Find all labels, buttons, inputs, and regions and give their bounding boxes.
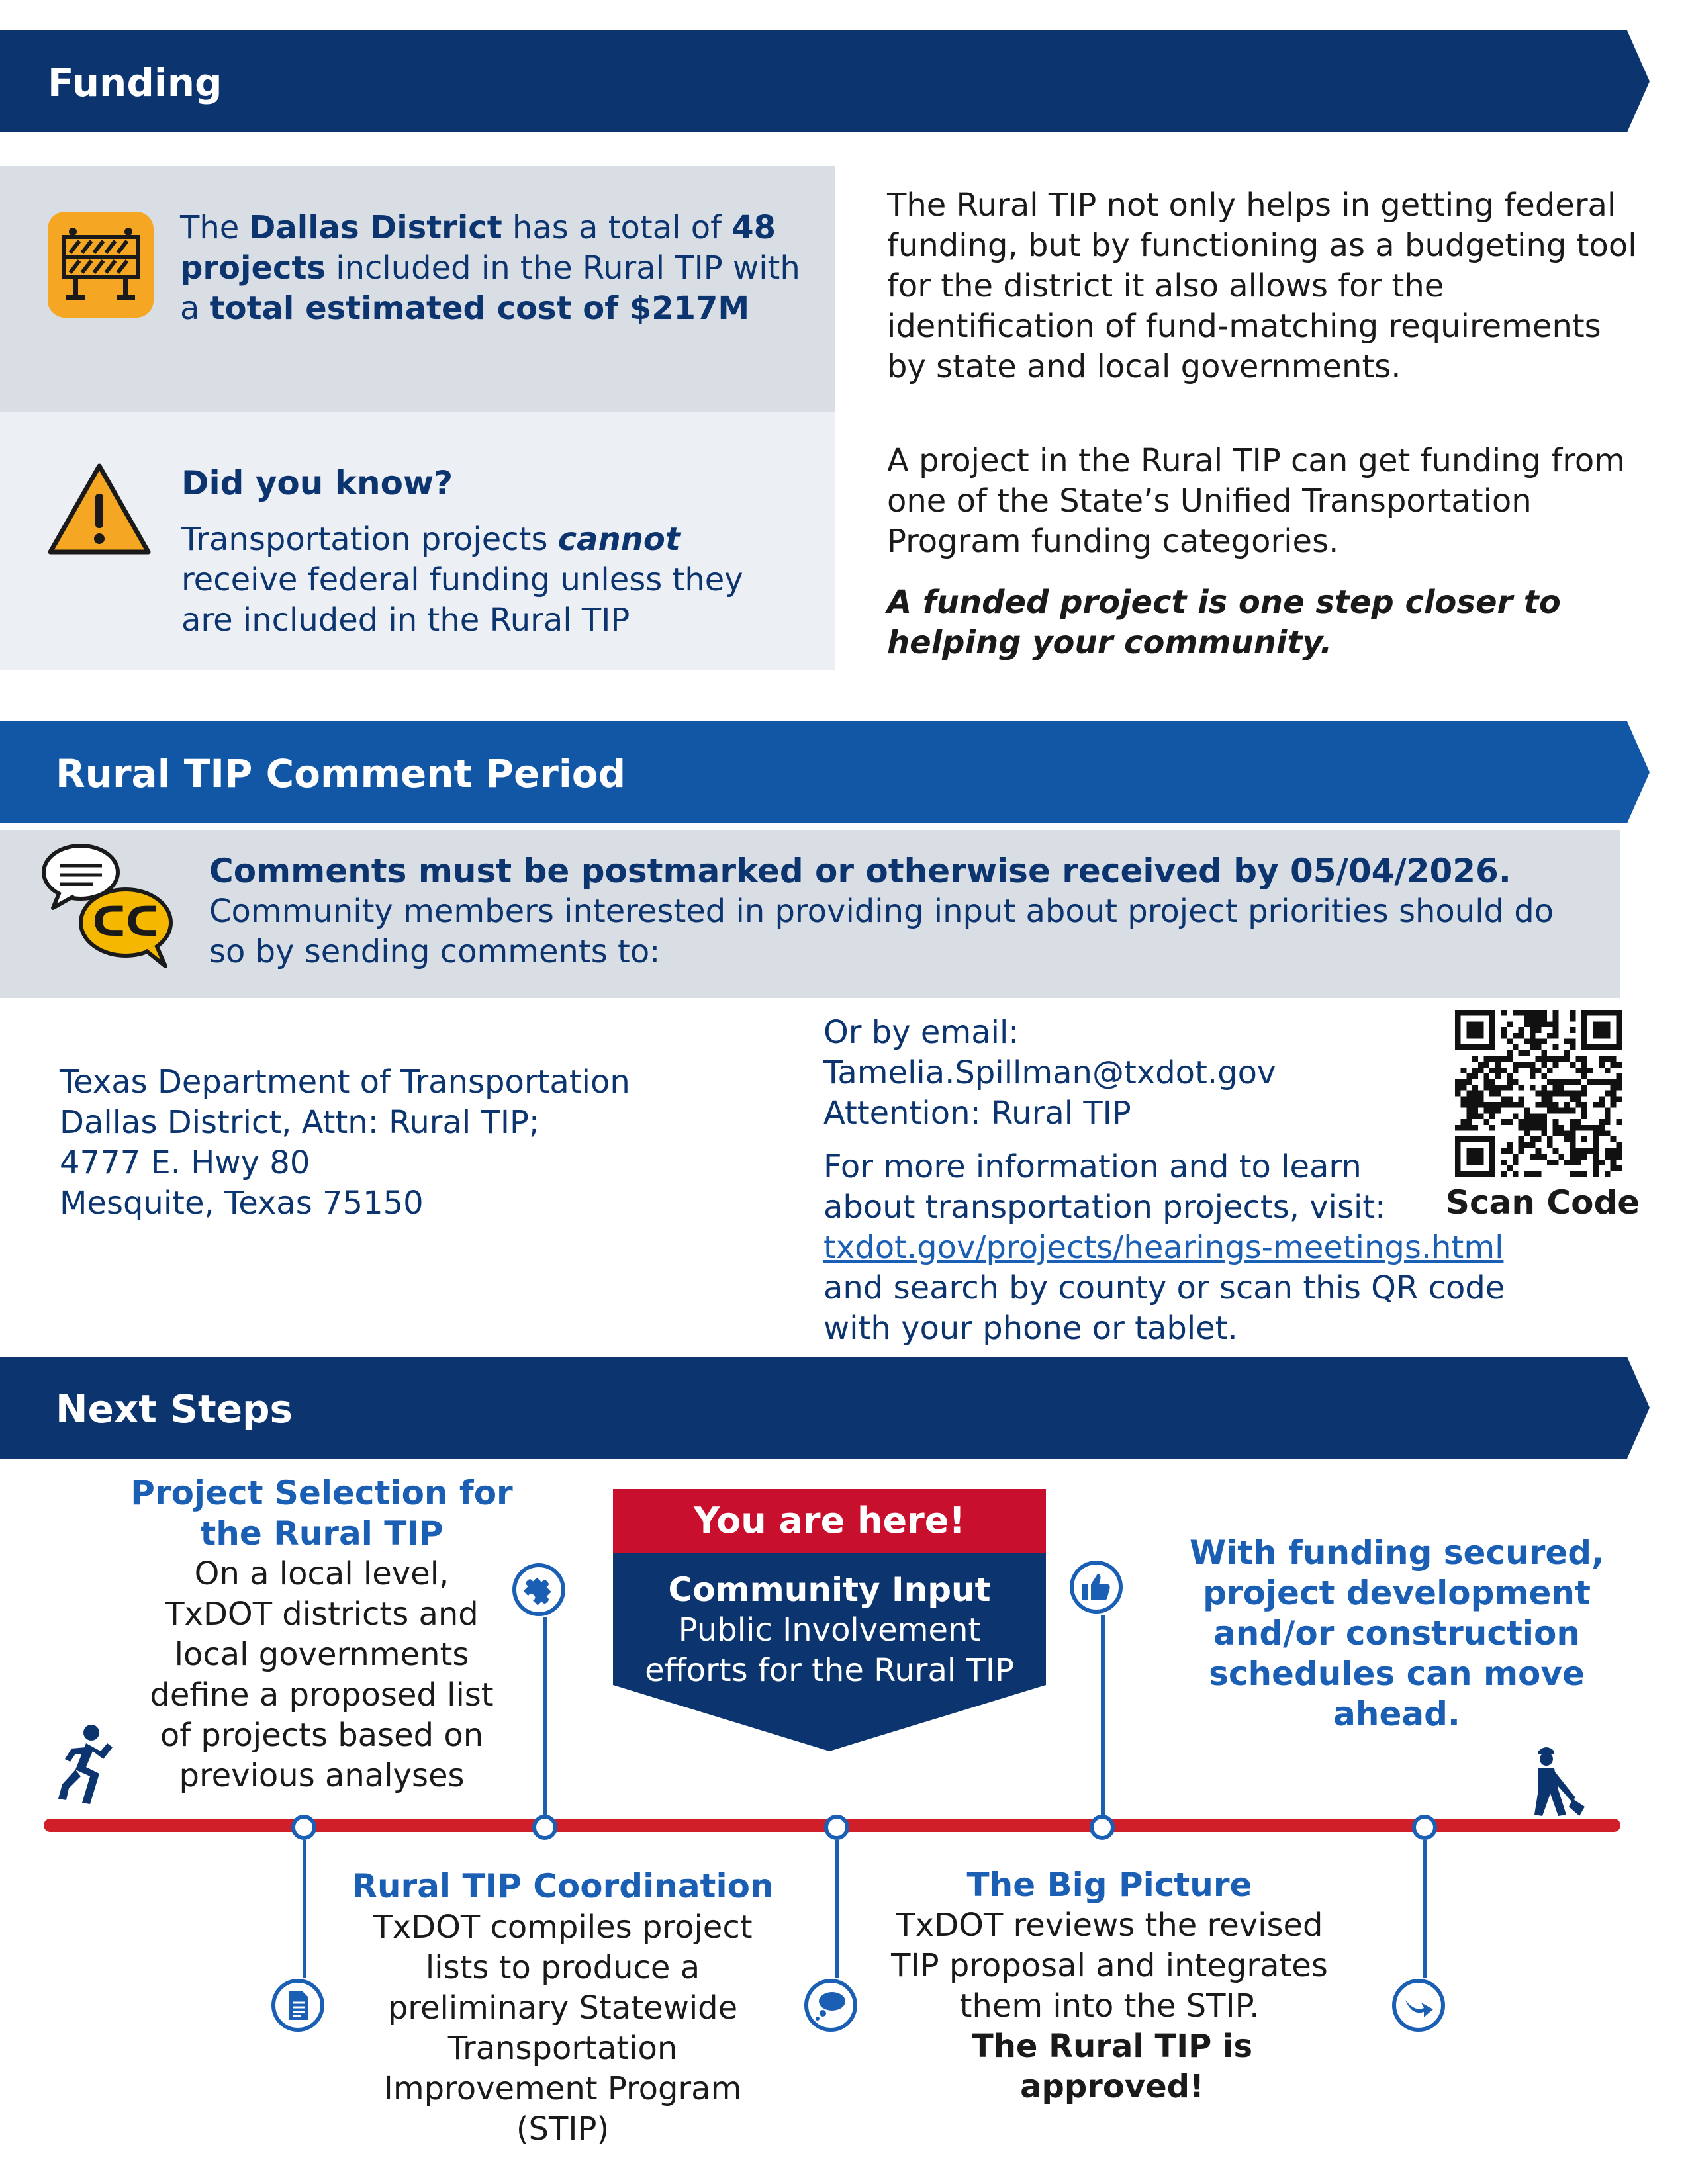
worker-icon <box>1516 1741 1595 1820</box>
connector-1-down <box>303 1840 306 1978</box>
stat-district: Dallas District <box>249 209 502 246</box>
connector-5-down <box>1423 1840 1427 1978</box>
email-label: Or by email: <box>823 1014 1019 1051</box>
timeline-node-4 <box>1090 1815 1115 1840</box>
comment-intro: Community members interested in providing input about project priorities should do so by sending comments to: <box>209 893 1554 970</box>
document-icon <box>271 1979 324 2032</box>
step5-body: With funding secured, project development and/or construction schedules can move ahead. <box>1189 1533 1605 1733</box>
step4-approved: The Rural TIP is approved! <box>971 2028 1253 2105</box>
stat-cost: total estimated cost of $217M <box>209 290 750 327</box>
timeline-node-3 <box>824 1815 849 1840</box>
step2-title: Rural TIP Coordination <box>352 1867 774 1905</box>
next-steps-title: Next Steps <box>56 1387 293 1432</box>
comment-deadline: Comments must be postmarked or otherwise received by 05/04/2026. <box>209 852 1511 890</box>
address-line-2: Dallas District, Attn: Rural TIP; <box>60 1104 540 1141</box>
stat-projects: 48 projects <box>180 209 776 287</box>
funding-paragraph-3: A funded project is one step closer to helping your community. <box>887 584 1561 661</box>
qr-code-icon <box>1455 1010 1622 1177</box>
address-line-4: Mesquite, Texas 75150 <box>60 1185 424 1222</box>
step2-body: TxDOT compiles project lists to produce a preliminary Statewide Transportation Improvement Program (STIP) <box>373 1909 753 2148</box>
svg-text:ᑕᑕ: ᑕᑕ <box>92 897 160 946</box>
email-attention: Attention: Rural TIP <box>823 1095 1131 1132</box>
did-you-know-text <box>181 520 790 641</box>
road-barrier-icon <box>48 212 154 318</box>
step4-body: TxDOT reviews the revised TIP proposal and integrates them into the STIP. <box>891 1907 1328 2025</box>
email-block <box>823 1013 1459 1134</box>
address-line-3: 4777 E. Hwy 80 <box>60 1144 310 1181</box>
stat-mid2: included in the Rural TIP with a <box>180 250 800 327</box>
step3-title: Community Input <box>668 1570 991 1609</box>
address-line-1: Texas Department of Transportation <box>60 1064 630 1101</box>
warning-icon <box>45 459 154 559</box>
connector-2-up <box>543 1617 547 1815</box>
puzzle-icon <box>512 1563 565 1616</box>
did-you-know-title: Did you know? <box>181 464 453 502</box>
stat-mid1: has a total of <box>502 209 732 246</box>
thought-bubble-icon <box>804 1979 857 2032</box>
more-info-text: For more information and to learn about transportation projects, visit: <box>823 1148 1386 1226</box>
connector-4-up <box>1101 1615 1105 1815</box>
stat-pre: The <box>180 209 250 246</box>
funding-stat-text <box>180 208 802 329</box>
funding-banner <box>0 30 1650 132</box>
connector-3-down <box>835 1840 839 1978</box>
funding-title: Funding <box>48 60 222 105</box>
timeline-node-5 <box>1412 1815 1437 1840</box>
runner-icon <box>52 1721 118 1807</box>
you-are-here-label: You are here! <box>613 1489 1046 1553</box>
mailing-address <box>60 1062 788 1224</box>
thumbs-up-icon <box>1070 1561 1123 1614</box>
funding-paragraph-2: A project in the Rural TIP can get funding from one of the State’s Unified Transportation Program funding categories. <box>887 442 1625 560</box>
after-link-text: and search by county or scan this QR code with your phone or tablet. <box>823 1269 1505 1347</box>
comment-title: Rural TIP Comment Period <box>56 751 626 796</box>
dyk-post: receive federal funding unless they are included in the Rural TIP <box>181 561 743 639</box>
hearings-link[interactable]: txdot.gov/projects/hearings-meetings.html <box>823 1229 1504 1266</box>
email-address[interactable]: Tamelia.Spillman@txdot.gov <box>823 1054 1276 1091</box>
chat-bubbles-icon <box>40 839 179 972</box>
step4-title: The Big Picture <box>966 1866 1252 1904</box>
timeline-node-2 <box>532 1815 557 1840</box>
step1-body: On a local level, TxDOT districts and local governments define a proposed list of projects based on previous analyses <box>150 1555 494 1794</box>
dyk-pre: Transportation projects <box>181 521 558 558</box>
scan-code-label: Scan Code <box>1446 1183 1640 1222</box>
step3-body: Public Involvement efforts for the Rural TIP <box>645 1612 1014 1689</box>
arrow-icon <box>1392 1979 1445 2032</box>
funding-paragraph-1: The Rural TIP not only helps in getting federal funding, but by functioning as a budgeting tool for the district it also allows for the identification of fund-matching requirements by state and local governments. <box>887 187 1637 385</box>
step1-title: Project Selection for the Rural TIP <box>130 1474 513 1553</box>
timeline-node-1 <box>291 1815 316 1840</box>
dyk-cannot: cannot <box>557 521 680 558</box>
